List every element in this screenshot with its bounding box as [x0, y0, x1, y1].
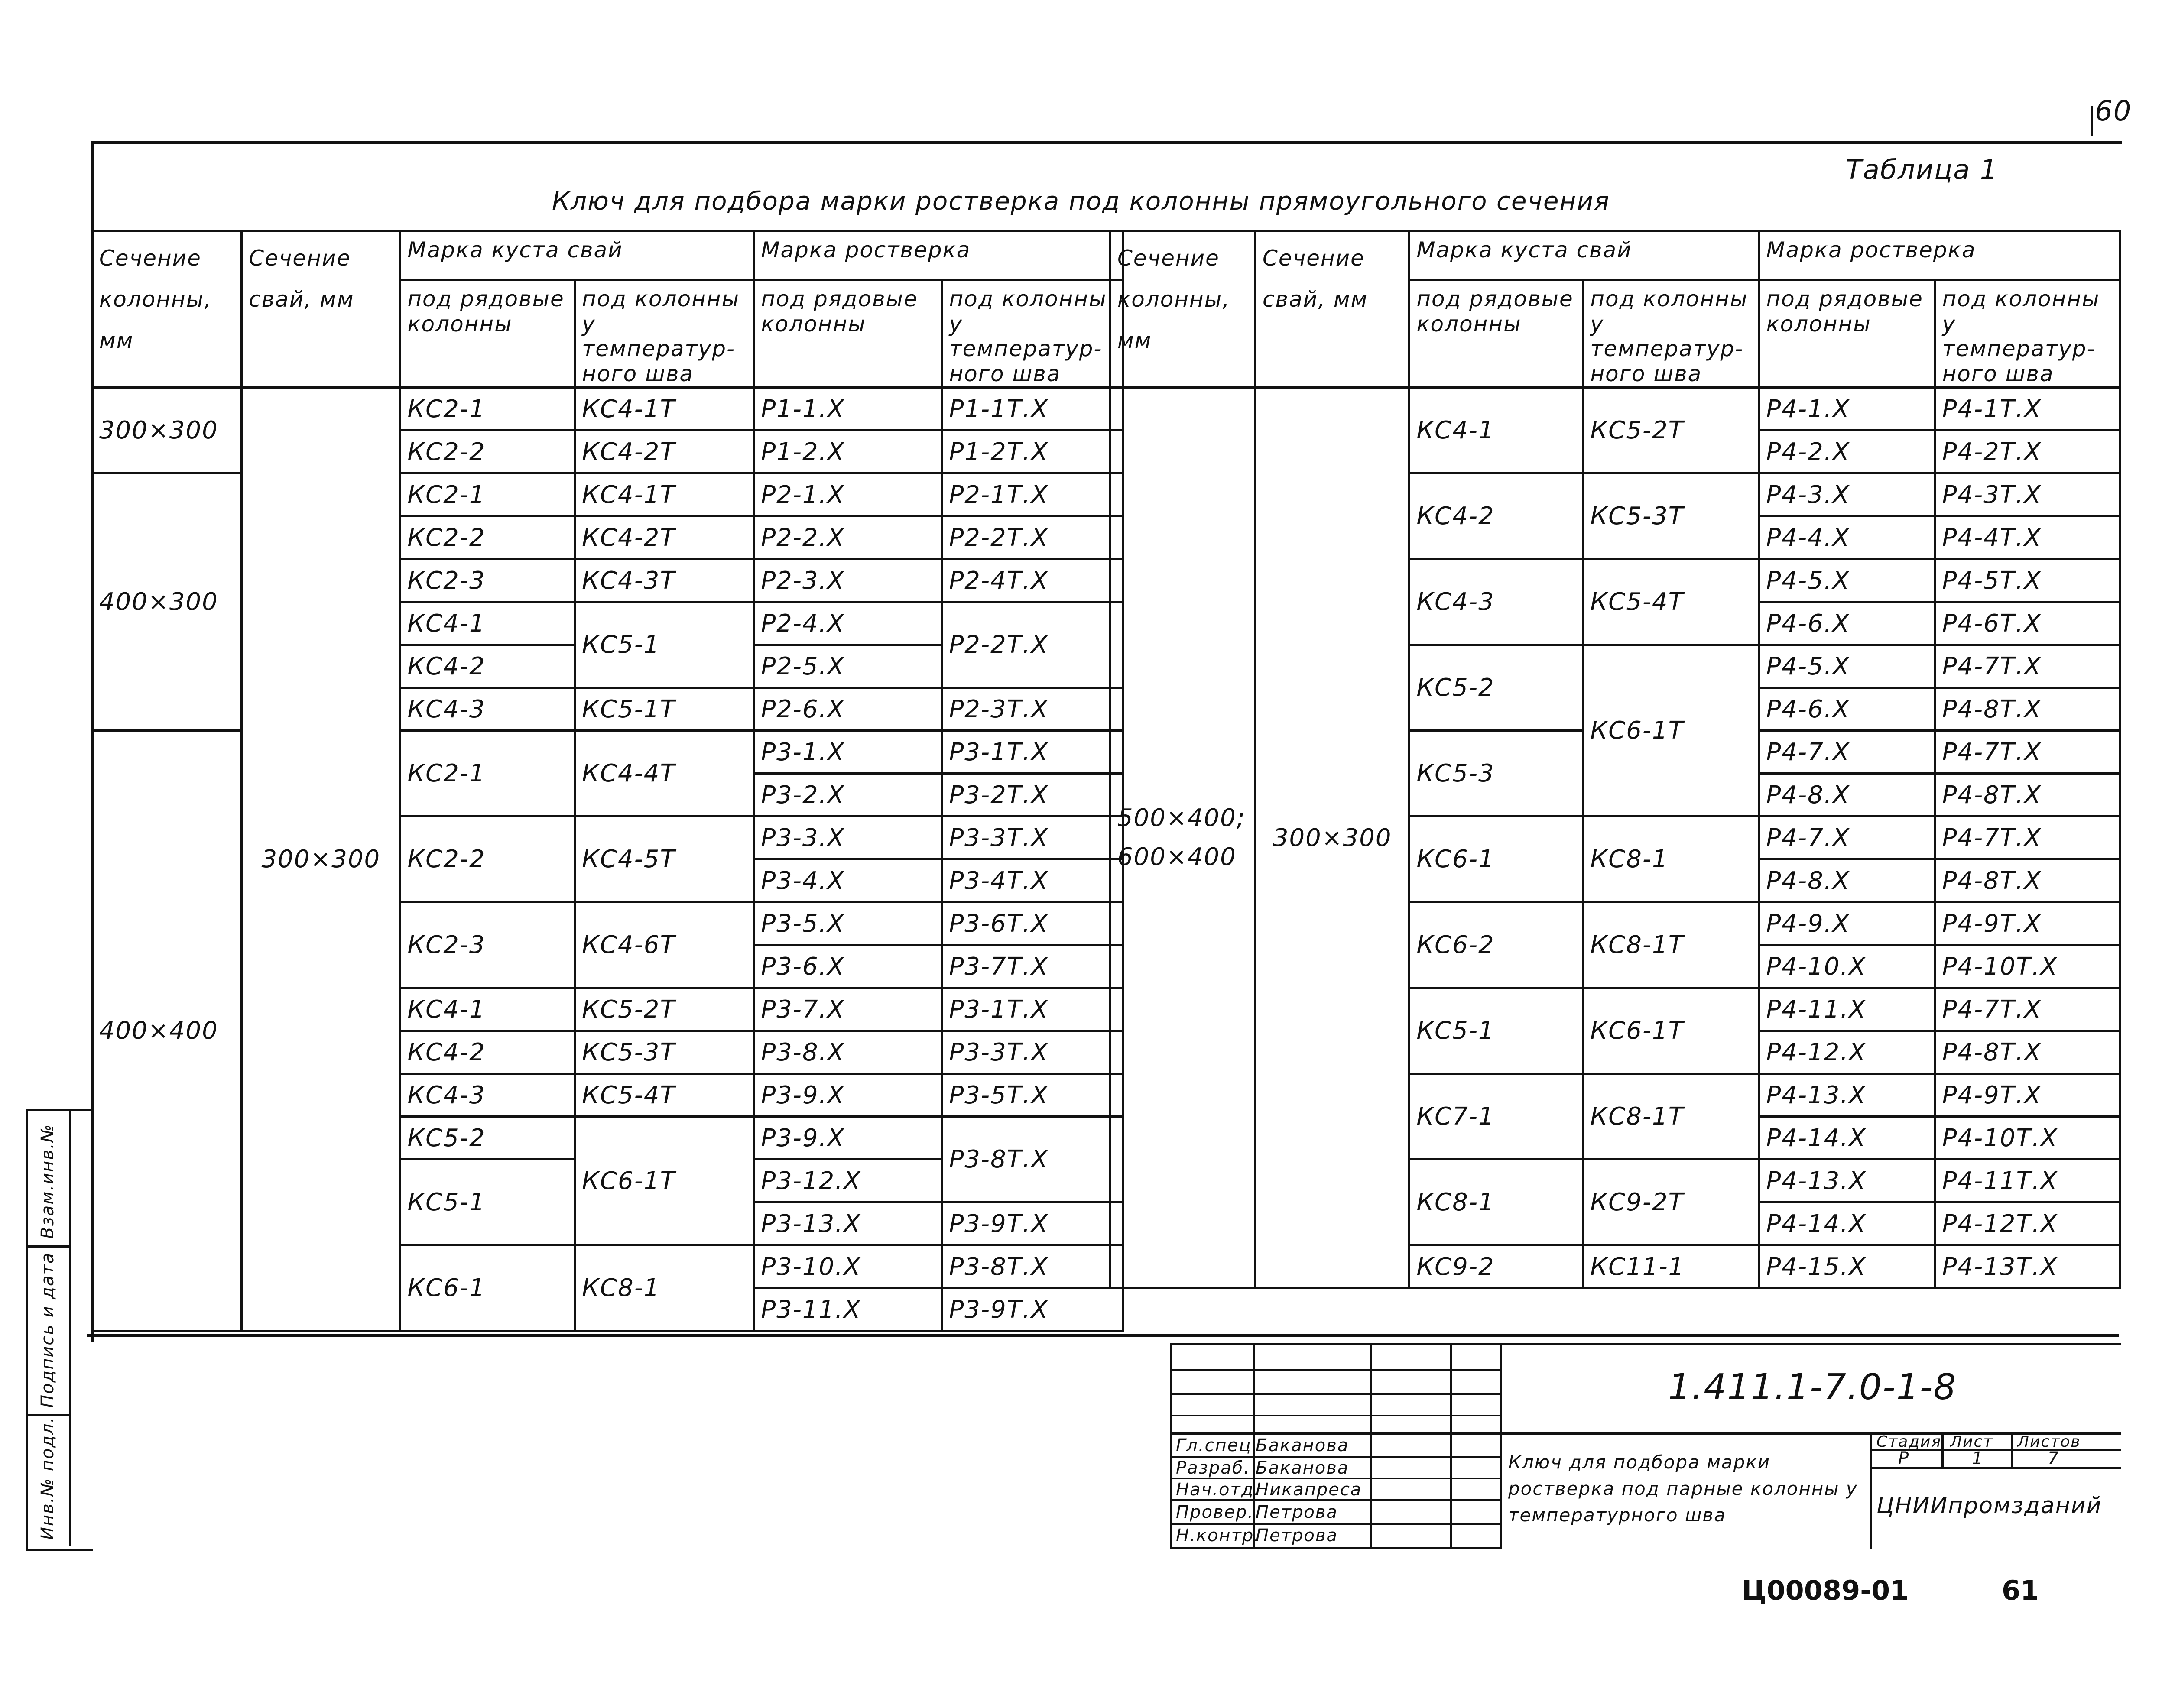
left-key-table — [91, 230, 1124, 1332]
grillage-temp-cell: Р3-3Т.Х — [942, 1031, 1123, 1074]
grillage-ordinary-cell: Р3-8.Х — [754, 1031, 942, 1074]
role-4: Н.контр. — [1176, 1526, 1260, 1546]
grillage-temp-cell: Р4-11Т.Х — [1935, 1160, 2120, 1202]
grillage-temp-cell: Р3-1Т.Х — [942, 731, 1123, 774]
grillage-ordinary-cell: Р4-2.Х — [1759, 431, 1935, 473]
footer-page-number: 61 — [2002, 1575, 2039, 1606]
pile-group-temp-cell: КС8-1Т — [1583, 902, 1759, 988]
sheet-title: Ключ для подбора марки ростверка под парные колонны у температурного шва — [1508, 1452, 1858, 1526]
grillage-temp-cell: Р2-2Т.Х — [942, 602, 1123, 688]
pile-group-ordinary-cell: КС2-1 — [400, 388, 575, 431]
grillage-ordinary-cell: Р2-5.Х — [754, 645, 942, 688]
right-key-table — [1109, 230, 2121, 1289]
grillage-ordinary-cell: Р2-3.Х — [754, 559, 942, 602]
pile-group-ordinary-cell: КС4-2 — [400, 645, 575, 688]
pile-group-temp-cell: КС8-1Т — [1583, 1074, 1759, 1160]
pile-group-ordinary-cell: КС4-3 — [1409, 559, 1583, 645]
pile-group-temp-cell: КС11-1 — [1583, 1245, 1759, 1288]
column-section-cell: 300×300 — [92, 388, 242, 473]
grillage-temp-cell: Р4-10Т.Х — [1935, 1117, 2120, 1160]
table-row — [1110, 231, 2120, 280]
grillage-temp-cell: Р4-5Т.Х — [1935, 559, 2120, 602]
name-4: Петрова — [1256, 1526, 1338, 1546]
grillage-temp-cell: Р4-7Т.Х — [1935, 988, 2120, 1031]
grillage-temp-cell: Р3-3Т.Х — [942, 817, 1123, 859]
grillage-temp-cell: Р3-9Т.Х — [942, 1202, 1123, 1245]
pile-group-ordinary-cell: КС4-3 — [400, 1074, 575, 1117]
header-pile-group-mark: Марка куста свай — [400, 231, 754, 280]
sheets-label: Листов — [2017, 1433, 2081, 1451]
grillage-ordinary-cell: Р3-10.Х — [754, 1245, 942, 1288]
pile-group-temp-cell: КС4-1Т — [575, 473, 754, 516]
pile-group-temp-cell: КС4-5Т — [575, 817, 754, 902]
grillage-ordinary-cell: Р1-1.Х — [754, 388, 942, 431]
grillage-ordinary-cell: Р4-9.Х — [1759, 902, 1935, 945]
pile-group-temp-cell: КС8-1 — [1583, 817, 1759, 902]
sheet-value: 1 — [1972, 1449, 1984, 1468]
table-row — [92, 388, 1123, 431]
grillage-ordinary-cell: Р2-6.Х — [754, 688, 942, 731]
side-label-inv-no: Инв.№ подл. — [38, 1416, 58, 1540]
grillage-ordinary-cell: Р3-6.Х — [754, 945, 942, 988]
role-3: Провер. — [1176, 1502, 1254, 1522]
grillage-temp-cell: Р4-7Т.Х — [1935, 645, 2120, 688]
grillage-temp-cell: Р2-3Т.Х — [942, 688, 1123, 731]
grillage-temp-cell: Р4-13Т.Х — [1935, 1245, 2120, 1288]
grillage-ordinary-cell: Р4-13.Х — [1759, 1074, 1935, 1117]
table-row — [1110, 388, 2120, 431]
frame-bottom-rule — [87, 1334, 2119, 1337]
header-grillage-mark: Марка ростверка — [754, 231, 1123, 280]
grillage-ordinary-cell: Р4-15.Х — [1759, 1245, 1935, 1288]
pile-group-temp-cell: КС5-2Т — [1583, 388, 1759, 473]
grillage-temp-cell: Р2-2Т.Х — [942, 516, 1123, 559]
side-cell-inv-no — [28, 1414, 71, 1546]
grillage-ordinary-cell: Р3-7.Х — [754, 988, 942, 1031]
page-number-mark — [2091, 106, 2093, 136]
pile-group-ordinary-cell: КС4-3 — [400, 688, 575, 731]
name-2: Никапреса — [1256, 1480, 1362, 1500]
grillage-ordinary-cell: Р4-6.Х — [1759, 688, 1935, 731]
grillage-temp-cell: Р4-8Т.Х — [1935, 774, 2120, 817]
page-number-top: 60 — [2095, 95, 2132, 127]
grillage-temp-cell: Р4-10Т.Х — [1935, 945, 2120, 988]
pile-section-cell: 300×300 — [1256, 388, 1409, 1288]
grillage-temp-cell: Р4-12Т.Х — [1935, 1202, 2120, 1245]
pile-group-ordinary-cell: КС5-1 — [1409, 988, 1583, 1074]
table-title: Ключ для подбора марки ростверка под колонны прямоугольного сечения — [552, 186, 1610, 216]
header-pile-section: Сечение свай, мм — [1256, 231, 1409, 388]
pile-group-ordinary-cell: КС6-2 — [1409, 902, 1583, 988]
grillage-temp-cell: Р4-3Т.Х — [1935, 473, 2120, 516]
pile-group-temp-cell: КС4-6Т — [575, 902, 754, 988]
role-2: Нач.отд. — [1176, 1480, 1261, 1500]
grillage-ordinary-cell: Р4-14.Х — [1759, 1117, 1935, 1160]
pile-group-ordinary-cell: КС6-1 — [1409, 817, 1583, 902]
grillage-temp-cell: Р4-9Т.Х — [1935, 1074, 2120, 1117]
side-label-replaced-inv: Взам.инв.№ — [38, 1123, 58, 1239]
pile-group-temp-cell: КС4-2Т — [575, 431, 754, 473]
grillage-ordinary-cell: Р3-13.Х — [754, 1202, 942, 1245]
pile-group-ordinary-cell: КС5-2 — [1409, 645, 1583, 731]
grillage-ordinary-cell: Р2-2.Х — [754, 516, 942, 559]
grillage-ordinary-cell: Р3-2.Х — [754, 774, 942, 817]
grillage-ordinary-cell: Р3-11.Х — [754, 1288, 942, 1331]
pile-group-temp-cell: КС5-3Т — [1583, 473, 1759, 559]
name-1: Баканова — [1256, 1458, 1349, 1478]
side-label-signature-date: Подпись и дата — [38, 1252, 58, 1408]
grillage-ordinary-cell: Р4-7.Х — [1759, 817, 1935, 859]
sheet-label: Лист — [1950, 1433, 1993, 1451]
grillage-temp-cell: Р4-4Т.Х — [1935, 516, 2120, 559]
pile-group-ordinary-cell: КС5-3 — [1409, 731, 1583, 817]
name-0: Баканова — [1256, 1436, 1349, 1455]
grillage-temp-cell: Р4-6Т.Х — [1935, 602, 2120, 645]
header-ordinary-columns: под рядовые колонны — [754, 280, 942, 388]
pile-group-temp-cell: КС5-1Т — [575, 688, 754, 731]
column-section-cell: 500×400; 600×400 — [1110, 388, 1256, 1288]
grillage-ordinary-cell: Р4-4.Х — [1759, 516, 1935, 559]
side-cell-signature-date — [28, 1245, 71, 1416]
grillage-ordinary-cell: Р4-6.Х — [1759, 602, 1935, 645]
column-section-cell: 400×400 — [92, 731, 242, 1331]
role-1: Разраб. — [1176, 1458, 1250, 1478]
pile-group-ordinary-cell: КС2-2 — [400, 817, 575, 902]
pile-group-temp-cell: КС6-1Т — [1583, 645, 1759, 817]
header-col-section: Сечение колонны, мм — [92, 231, 242, 388]
pile-group-temp-cell: КС4-1Т — [575, 388, 754, 431]
document-code: 1.411.1-7.0-1-8 — [1668, 1367, 1957, 1408]
grillage-temp-cell: Р4-1Т.Х — [1935, 388, 2120, 431]
grillage-temp-cell: Р4-2Т.Х — [1935, 431, 2120, 473]
pile-group-ordinary-cell: КС2-3 — [400, 559, 575, 602]
grillage-ordinary-cell: Р3-4.Х — [754, 859, 942, 902]
pile-group-temp-cell: КС6-1Т — [575, 1117, 754, 1245]
pile-group-ordinary-cell: КС5-2 — [400, 1117, 575, 1160]
pile-group-temp-cell: КС4-2Т — [575, 516, 754, 559]
table-row — [92, 231, 1123, 280]
grillage-ordinary-cell: Р4-11.Х — [1759, 988, 1935, 1031]
header-pile-section: Сечение свай, мм — [242, 231, 400, 388]
grillage-ordinary-cell: Р3-12.Х — [754, 1160, 942, 1202]
grillage-temp-cell: Р3-4Т.Х — [942, 859, 1123, 902]
grillage-ordinary-cell: Р3-9.Х — [754, 1117, 942, 1160]
grillage-temp-cell: Р3-1Т.Х — [942, 988, 1123, 1031]
pile-group-ordinary-cell: КС4-2 — [400, 1031, 575, 1074]
grillage-temp-cell: Р3-5Т.Х — [942, 1074, 1123, 1117]
stage-label: Стадия — [1876, 1433, 1942, 1451]
grillage-temp-cell: Р1-1Т.Х — [942, 388, 1123, 431]
header-grillage-mark: Марка ростверка — [1759, 231, 2120, 280]
grillage-ordinary-cell: Р3-1.Х — [754, 731, 942, 774]
grillage-temp-cell: Р4-8Т.Х — [1935, 1031, 2120, 1074]
grillage-temp-cell: Р4-7Т.Х — [1935, 817, 2120, 859]
grillage-ordinary-cell: Р3-3.Х — [754, 817, 942, 859]
grillage-temp-cell: Р3-9Т.Х — [942, 1288, 1123, 1331]
pile-group-ordinary-cell: КС6-1 — [400, 1245, 575, 1331]
header-ordinary-columns: под рядовые колонны — [1409, 280, 1583, 388]
grillage-ordinary-cell: Р4-3.Х — [1759, 473, 1935, 516]
pile-group-ordinary-cell: КС8-1 — [1409, 1160, 1583, 1245]
sheets-value: 7 — [2048, 1449, 2060, 1468]
grillage-ordinary-cell: Р4-5.Х — [1759, 559, 1935, 602]
side-cell-replaced-inv — [28, 1111, 71, 1248]
pile-group-temp-cell: КС5-4Т — [1583, 559, 1759, 645]
grillage-ordinary-cell: Р4-14.Х — [1759, 1202, 1935, 1245]
side-approval-stamp — [26, 1109, 93, 1551]
grillage-ordinary-cell: Р4-13.Х — [1759, 1160, 1935, 1202]
pile-group-temp-cell: КС6-1Т — [1583, 988, 1759, 1074]
header-temp-joint-columns: под колонны у температур-ного шва — [1935, 280, 2120, 388]
pile-section-cell: 300×300 — [242, 388, 400, 1331]
pile-group-temp-cell: КС5-3Т — [575, 1031, 754, 1074]
footer-archive-code: Ц00089-01 — [1742, 1575, 1909, 1606]
grillage-ordinary-cell: Р4-5.Х — [1759, 645, 1935, 688]
grillage-temp-cell: Р4-9Т.Х — [1935, 902, 2120, 945]
grillage-ordinary-cell: Р4-12.Х — [1759, 1031, 1935, 1074]
table-label: Таблица 1 — [1846, 154, 1998, 185]
role-0: Гл.спец. — [1176, 1436, 1258, 1455]
pile-group-ordinary-cell: КС7-1 — [1409, 1074, 1583, 1160]
pile-group-ordinary-cell: КС2-1 — [400, 731, 575, 817]
header-pile-group-mark: Марка куста свай — [1409, 231, 1759, 280]
grillage-ordinary-cell: Р3-9.Х — [754, 1074, 942, 1117]
pile-group-ordinary-cell: КС2-2 — [400, 431, 575, 473]
header-ordinary-columns: под рядовые колонны — [1759, 280, 1935, 388]
grillage-ordinary-cell: Р4-8.Х — [1759, 859, 1935, 902]
pile-group-ordinary-cell: КС2-3 — [400, 902, 575, 988]
grillage-ordinary-cell: Р2-4.Х — [754, 602, 942, 645]
pile-group-temp-cell: КС4-3Т — [575, 559, 754, 602]
grillage-ordinary-cell: Р4-1.Х — [1759, 388, 1935, 431]
grillage-temp-cell: Р3-2Т.Х — [942, 774, 1123, 817]
grillage-temp-cell: Р4-8Т.Х — [1935, 688, 2120, 731]
grillage-temp-cell: Р3-6Т.Х — [942, 902, 1123, 945]
grillage-temp-cell: Р2-4Т.Х — [942, 559, 1123, 602]
pile-group-ordinary-cell: КС9-2 — [1409, 1245, 1583, 1288]
organization: ЦНИИпромзданий — [1876, 1493, 2102, 1519]
grillage-temp-cell: Р4-7Т.Х — [1935, 731, 2120, 774]
grillage-ordinary-cell: Р3-5.Х — [754, 902, 942, 945]
title-block — [1170, 1343, 2121, 1549]
grillage-temp-cell: Р3-8Т.Х — [942, 1245, 1123, 1288]
header-col-section: Сечение колонны, мм — [1110, 231, 1256, 388]
pile-group-ordinary-cell: КС4-1 — [400, 602, 575, 645]
grillage-temp-cell: Р4-8Т.Х — [1935, 859, 2120, 902]
grillage-ordinary-cell: Р4-10.Х — [1759, 945, 1935, 988]
pile-group-temp-cell: КС5-2Т — [575, 988, 754, 1031]
header-temp-joint-columns: под колонны у температур-ного шва — [1583, 280, 1759, 388]
stage-value: Р — [1898, 1449, 1910, 1468]
pile-group-temp-cell: КС9-2Т — [1583, 1160, 1759, 1245]
name-3: Петрова — [1256, 1502, 1338, 1522]
pile-group-ordinary-cell: КС4-2 — [1409, 473, 1583, 559]
pile-group-ordinary-cell: КС2-1 — [400, 473, 575, 516]
grillage-ordinary-cell: Р1-2.Х — [754, 431, 942, 473]
pile-group-temp-cell: КС5-1 — [575, 602, 754, 688]
column-section-cell: 400×300 — [92, 473, 242, 731]
grillage-temp-cell: Р1-2Т.Х — [942, 431, 1123, 473]
pile-group-ordinary-cell: КС5-1 — [400, 1160, 575, 1245]
pile-group-temp-cell: КС5-4Т — [575, 1074, 754, 1117]
header-ordinary-columns: под рядовые колонны — [400, 280, 575, 388]
grillage-temp-cell: Р3-7Т.Х — [942, 945, 1123, 988]
pile-group-temp-cell: КС4-4Т — [575, 731, 754, 817]
header-temp-joint-columns: под колонны у температур-ного шва — [942, 280, 1123, 388]
grillage-temp-cell: Р3-8Т.Х — [942, 1117, 1123, 1202]
pile-group-ordinary-cell: КС4-1 — [400, 988, 575, 1031]
grillage-ordinary-cell: Р4-7.Х — [1759, 731, 1935, 774]
pile-group-ordinary-cell: КС2-2 — [400, 516, 575, 559]
pile-group-temp-cell: КС8-1 — [575, 1245, 754, 1331]
grillage-ordinary-cell: Р2-1.Х — [754, 473, 942, 516]
grillage-ordinary-cell: Р4-8.Х — [1759, 774, 1935, 817]
header-temp-joint-columns: под колонны у температур-ного шва — [575, 280, 754, 388]
pile-group-ordinary-cell: КС4-1 — [1409, 388, 1583, 473]
grillage-temp-cell: Р2-1Т.Х — [942, 473, 1123, 516]
